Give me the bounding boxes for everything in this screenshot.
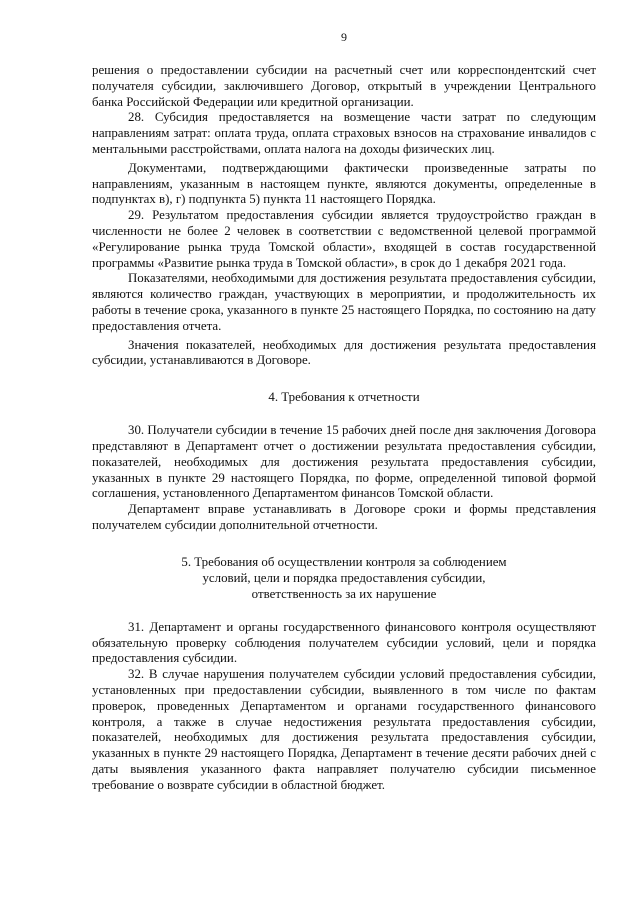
paragraph-29-indicators: Показателями, необходимыми для достижения результата предоставления субсидии, являются количество граждан, участвующих в мероприятии, и продолжительность их работы в течение срока, указанного в пункте 25 настоящего Порядка, по состоянию на дату предоставления отчета. <box>92 271 596 333</box>
paragraph-30-additional: Департамент вправе устанавливать в Договоре сроки и формы представления получателем субсидии дополнительной отчетности. <box>92 502 596 532</box>
paragraph-28-documents: Документами, подтверждающими фактически произведенные затраты по направлениям, указанным в настоящем пункте, являются документы, определенные в подпунктах в), г) подпункта 5) пункта 11 настоящего Порядка. <box>92 160 596 207</box>
section-5-heading <box>92 554 596 602</box>
paragraph-29-values: Значения показателей, необходимых для достижения результата предоставления субсидии, устанавливаются в Договоре. <box>92 337 596 368</box>
paragraph-30: 30. Получатели субсидии в течение 15 рабочих дней после дня заключения Договора представляют в Департамент отчет о достижении результата предоставления субсидии, показателей, необходимых для достижения результата предоставления субсидии, указанных в пункте 29 настоящего Порядка, по форме, определенной типовой формой соглашения, установленного Департаментом финансов Томской области. <box>92 423 596 501</box>
paragraph-28: 28. Субсидия предоставляется на возмещение части затрат по следующим направлениям затрат: оплата труда, оплата страховых взносов на страхование инвалидов с ментальными расстройствами, оплата налога на доходы физических лиц. <box>92 110 596 156</box>
paragraph-29: 29. Результатом предоставления субсидии является трудоустройство граждан в численности не более 2 человек в соответствии с ведомственной целевой программой «Регулирование рынка труда Томской области», входящей в состав государственной программы «Развитие рынка труда в Томской области», в срок до 1 декабря 2021 года. <box>92 208 596 270</box>
section-5-heading-line: 5. Требования об осуществлении контроля за соблюдением <box>181 554 507 569</box>
document-page <box>92 30 596 793</box>
paragraph-continuation: решения о предоставлении субсидии на расчетный счет или корреспондентский счет получателя субсидии, заключившего Договор, открытый в учреждении Центрального банка Российской Федерации или кредитной организации. <box>92 63 596 109</box>
section-4-heading: 4. Требования к отчетности <box>268 390 420 405</box>
section-5-heading-line: условий, цели и порядка предоставления субсидии, <box>202 570 486 585</box>
paragraph-32: 32. В случае нарушения получателем субсидии условий предоставления субсидии, установленных при предоставлении субсидии, выявленного в том числе по фактам проверок, проведенных Департаментом и органами государственного финансового контроля, а также в случае недостижения результата предоставления субсидии, показателей, необходимых для достижения результата предоставления субсидии, указанных в пункте 29 настоящего Порядка, Департамент в течение десяти рабочих дней с даты выявления указанного факта направляет получателю субсидии письменное требование о возврате субсидии в областной бюджет. <box>92 667 596 792</box>
section-5-heading-line: ответственность за их нарушение <box>251 586 437 601</box>
paragraph-31: 31. Департамент и органы государственного финансового контроля осуществляют обязательную проверку соблюдения получателем субсидии условий, цели и порядка предоставления субсидии. <box>92 619 596 666</box>
page-number: 9 <box>341 30 347 44</box>
